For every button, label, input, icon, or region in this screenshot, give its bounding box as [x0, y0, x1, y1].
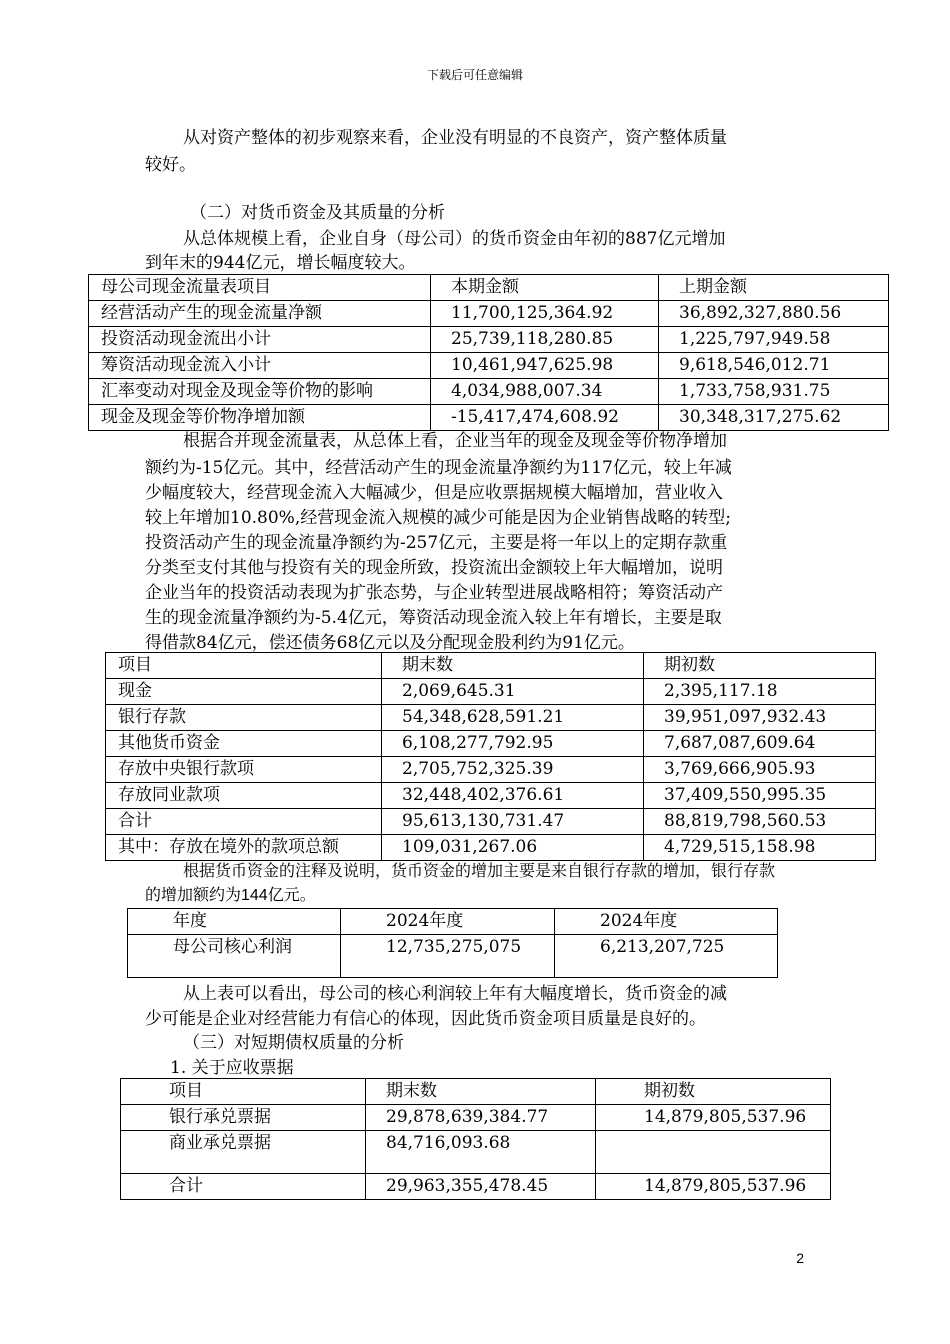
- table-cell: 9,618,546,012.71: [659, 353, 889, 379]
- table-header-row: [89, 275, 889, 301]
- paragraph-line: 少可能是企业对经营能力有信心的体现，因此货币资金项目质量是良好的。: [145, 1009, 706, 1029]
- paragraph-line: 额约为-15亿元。其中，经营活动产生的现金流量净额约为117亿元，较上年减: [145, 458, 732, 478]
- core-profit-table: [127, 908, 778, 978]
- table-header-cell: 2024年度: [341, 909, 555, 935]
- table-row: [106, 731, 876, 757]
- table-header-cell: 本期金额: [431, 275, 659, 301]
- paragraph-line: 较上年增加10.80%,经营现金流入规模的减少可能是因为企业销售战略的转型;: [145, 508, 731, 528]
- table-cell: 现金及现金等价物净增加额: [89, 405, 431, 431]
- paragraph-line: 生的现金流量净额约为-5.4亿元，筹资活动现金流入较上年有增长，主要是取: [145, 608, 722, 628]
- table-header-cell: 期初数: [596, 1079, 831, 1105]
- table-cell: 其他货币资金: [106, 731, 382, 757]
- table-row: [89, 405, 889, 431]
- table-cell: 4,729,515,158.98: [644, 835, 876, 861]
- table-header-cell: 项目: [121, 1079, 366, 1105]
- table-cell: 6,108,277,792.95: [382, 731, 644, 757]
- paragraph-line: 从总体规模上看，企业自身（母公司）的货币资金由年初的887亿元增加: [183, 229, 726, 249]
- paragraph-line: 企业当年的投资活动表现为扩张态势，与企业转型进展战略相符；筹资活动产: [145, 583, 723, 603]
- table-cell: 汇率变动对现金及现金等价物的影响: [89, 379, 431, 405]
- table-header-cell: 期初数: [644, 653, 876, 679]
- table-cell: 2,069,645.31: [382, 679, 644, 705]
- subsection-title: 1. 关于应收票据: [170, 1058, 294, 1078]
- paragraph-line: 少幅度较大，经营现金流入大幅减少，但是应收票据规模大幅增加，营业收入: [145, 483, 723, 503]
- table-cell: 2,395,117.18: [644, 679, 876, 705]
- page-header: 下载后可任意编辑: [426, 68, 523, 82]
- table-cell: 54,348,628,591.21: [382, 705, 644, 731]
- table-header-row: [121, 1079, 831, 1105]
- table-cell: 36,892,327,880.56: [659, 301, 889, 327]
- table-cell: 39,951,097,932.43: [644, 705, 876, 731]
- table-cell: 1,225,797,949.58: [659, 327, 889, 353]
- table-cell: 10,461,947,625.98: [431, 353, 659, 379]
- table-cell: 合计: [106, 809, 382, 835]
- table-cell: 2,705,752,325.39: [382, 757, 644, 783]
- page-number: 2: [796, 1250, 804, 1266]
- table-row: [89, 353, 889, 379]
- table-row: [89, 301, 889, 327]
- table-cell: 银行承兑票据: [121, 1105, 366, 1131]
- table-cell: 109,031,267.06: [382, 835, 644, 861]
- paragraph-line: 得借款84亿元，偿还债务68亿元以及分配现金股利约为91亿元。: [145, 633, 635, 653]
- table-cell: 25,739,118,280.85: [431, 327, 659, 353]
- table-cell: 存放中央银行款项: [106, 757, 382, 783]
- table-row: [106, 679, 876, 705]
- table-cell: 银行存款: [106, 705, 382, 731]
- paragraph-line: 从对资产整体的初步观察来看，企业没有明显的不良资产，资产整体质量: [183, 128, 727, 148]
- table-cell: 29,878,639,384.77: [366, 1105, 596, 1131]
- table-row: [89, 327, 889, 353]
- table-header-cell: 2024年度: [555, 909, 778, 935]
- table-row: [106, 809, 876, 835]
- table-cell: 84,716,093.68: [366, 1131, 596, 1174]
- table-row: [106, 835, 876, 861]
- table-cell: 现金: [106, 679, 382, 705]
- table-cell: 14,879,805,537.96: [596, 1105, 831, 1131]
- table-row: [106, 783, 876, 809]
- table-header-row: [106, 653, 876, 679]
- table-row: [106, 757, 876, 783]
- table-row: [121, 1105, 831, 1131]
- table-cell: 3,769,666,905.93: [644, 757, 876, 783]
- paragraph-line: 根据合并现金流量表，从总体上看，企业当年的现金及现金等价物净增加: [183, 431, 727, 451]
- table-row: [121, 1131, 831, 1174]
- table-cell: 4,034,988,007.34: [431, 379, 659, 405]
- table-cell: 30,348,317,275.62: [659, 405, 889, 431]
- table-cell: 29,963,355,478.45: [366, 1174, 596, 1200]
- table-row: [89, 379, 889, 405]
- paragraph-line: 投资活动产生的现金流量净额约为-257亿元，主要是将一年以上的定期存款重: [145, 533, 728, 553]
- section-title: （三）对短期债权质量的分析: [183, 1033, 404, 1053]
- table-cell: 存放同业款项: [106, 783, 382, 809]
- table-header-cell: 上期金额: [659, 275, 889, 301]
- table-cell: 88,819,798,560.53: [644, 809, 876, 835]
- table-cell: 32,448,402,376.61: [382, 783, 644, 809]
- notes-receivable-table: [120, 1078, 831, 1200]
- cash-flow-table: [88, 274, 889, 431]
- table-cell: 投资活动现金流出小计: [89, 327, 431, 353]
- table-header-cell: 期末数: [366, 1079, 596, 1105]
- table-cell: [596, 1131, 831, 1174]
- paragraph-line: 分类至支付其他与投资有关的现金所致，投资流出金额较上年大幅增加，说明: [145, 558, 723, 578]
- table-cell: 其中：存放在境外的款项总额: [106, 835, 382, 861]
- table-cell: 筹资活动现金流入小计: [89, 353, 431, 379]
- table-cell: 6,213,207,725: [555, 935, 778, 978]
- table-cell: 12,735,275,075: [341, 935, 555, 978]
- paragraph-line: 较好。: [145, 155, 196, 175]
- paragraph-line: 从上表可以看出，母公司的核心利润较上年有大幅度增长，货币资金的减: [183, 984, 727, 1004]
- table-cell: 经营活动产生的现金流量净额: [89, 301, 431, 327]
- table-header-cell: 母公司现金流量表项目: [89, 275, 431, 301]
- table-header-cell: 期末数: [382, 653, 644, 679]
- table-cell: 11,700,125,364.92: [431, 301, 659, 327]
- table-cell: 37,409,550,995.35: [644, 783, 876, 809]
- table-cell: 14,879,805,537.96: [596, 1174, 831, 1200]
- table-row: [106, 705, 876, 731]
- paragraph-line: 根据货币资金的注释及说明，货币资金的增加主要是来自银行存款的增加，银行存款: [183, 863, 776, 880]
- table-cell: 合计: [121, 1174, 366, 1200]
- table-row: [128, 935, 778, 978]
- table-cell: 母公司核心利润: [128, 935, 341, 978]
- table-header-cell: 项目: [106, 653, 382, 679]
- table-cell: 1,733,758,931.75: [659, 379, 889, 405]
- paragraph-line: 的增加额约为144亿元。: [145, 887, 316, 904]
- table-cell: 95,613,130,731.47: [382, 809, 644, 835]
- monetary-funds-table: [105, 652, 876, 861]
- table-cell: 7,687,087,609.64: [644, 731, 876, 757]
- table-header-row: [128, 909, 778, 935]
- table-row: [121, 1174, 831, 1200]
- paragraph-line: 到年末的944亿元，增长幅度较大。: [145, 253, 416, 273]
- table-cell: 商业承兑票据: [121, 1131, 366, 1174]
- table-cell: -15,417,474,608.92: [431, 405, 659, 431]
- section-title: （二）对货币资金及其质量的分析: [190, 203, 445, 223]
- table-header-cell: 年度: [128, 909, 341, 935]
